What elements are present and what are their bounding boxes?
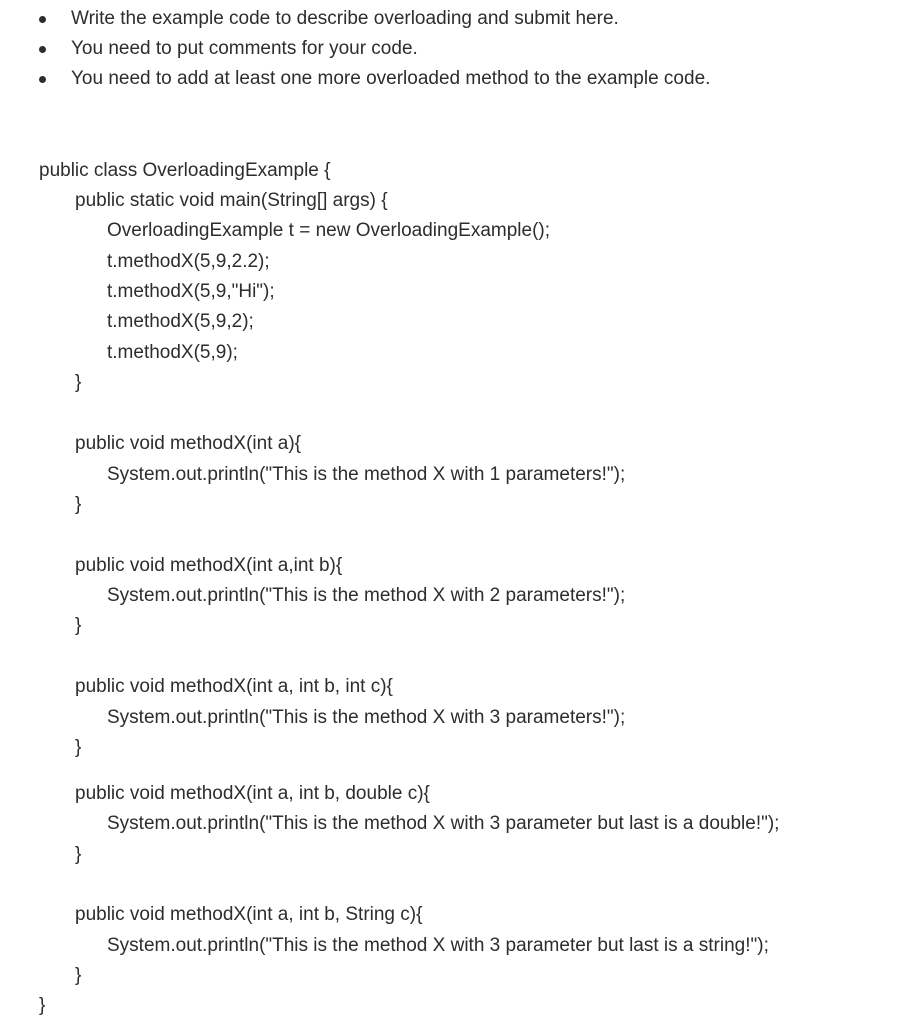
- closing-brace: }: [75, 844, 82, 865]
- code-line: t.methodX(5,9,"Hi");: [107, 281, 275, 302]
- method-signature: public void methodX(int a, int b, int c){: [75, 676, 393, 697]
- closing-brace: }: [75, 372, 82, 393]
- code-line: t.methodX(5,9,2);: [107, 311, 254, 332]
- class-declaration: public class OverloadingExample {: [39, 160, 331, 181]
- instruction-text: Write the example code to describe overloading and submit here.: [71, 8, 619, 29]
- class-closing-brace: }: [39, 995, 46, 1016]
- instruction-text: You need to add at least one more overloaded method to the example code.: [71, 68, 711, 89]
- main-method-signature: public static void main(String[] args) {: [75, 190, 388, 211]
- closing-brace: }: [75, 494, 82, 515]
- method-body: System.out.println("This is the method X with 3 parameter but last is a string!");: [107, 935, 769, 956]
- closing-brace: }: [75, 965, 82, 986]
- method-body: System.out.println("This is the method X with 1 parameters!");: [107, 464, 626, 485]
- method-signature: public void methodX(int a,int b){: [75, 555, 343, 576]
- method-signature: public void methodX(int a, int b, String c){: [75, 904, 423, 925]
- method-body: System.out.println("This is the method X with 3 parameters!");: [107, 707, 626, 728]
- method-signature: public void methodX(int a){: [75, 433, 302, 454]
- method-signature: public void methodX(int a, int b, double c){: [75, 783, 430, 804]
- code-line: t.methodX(5,9);: [107, 342, 238, 363]
- method-body: System.out.println("This is the method X with 2 parameters!");: [107, 585, 626, 606]
- code-line: OverloadingExample t = new OverloadingExample();: [107, 220, 551, 241]
- closing-brace: }: [75, 615, 82, 636]
- closing-brace: }: [75, 737, 82, 758]
- code-line: t.methodX(5,9,2.2);: [107, 251, 270, 272]
- method-body: System.out.println("This is the method X with 3 parameter but last is a double!");: [107, 813, 780, 834]
- instruction-text: You need to put comments for your code.: [71, 38, 418, 59]
